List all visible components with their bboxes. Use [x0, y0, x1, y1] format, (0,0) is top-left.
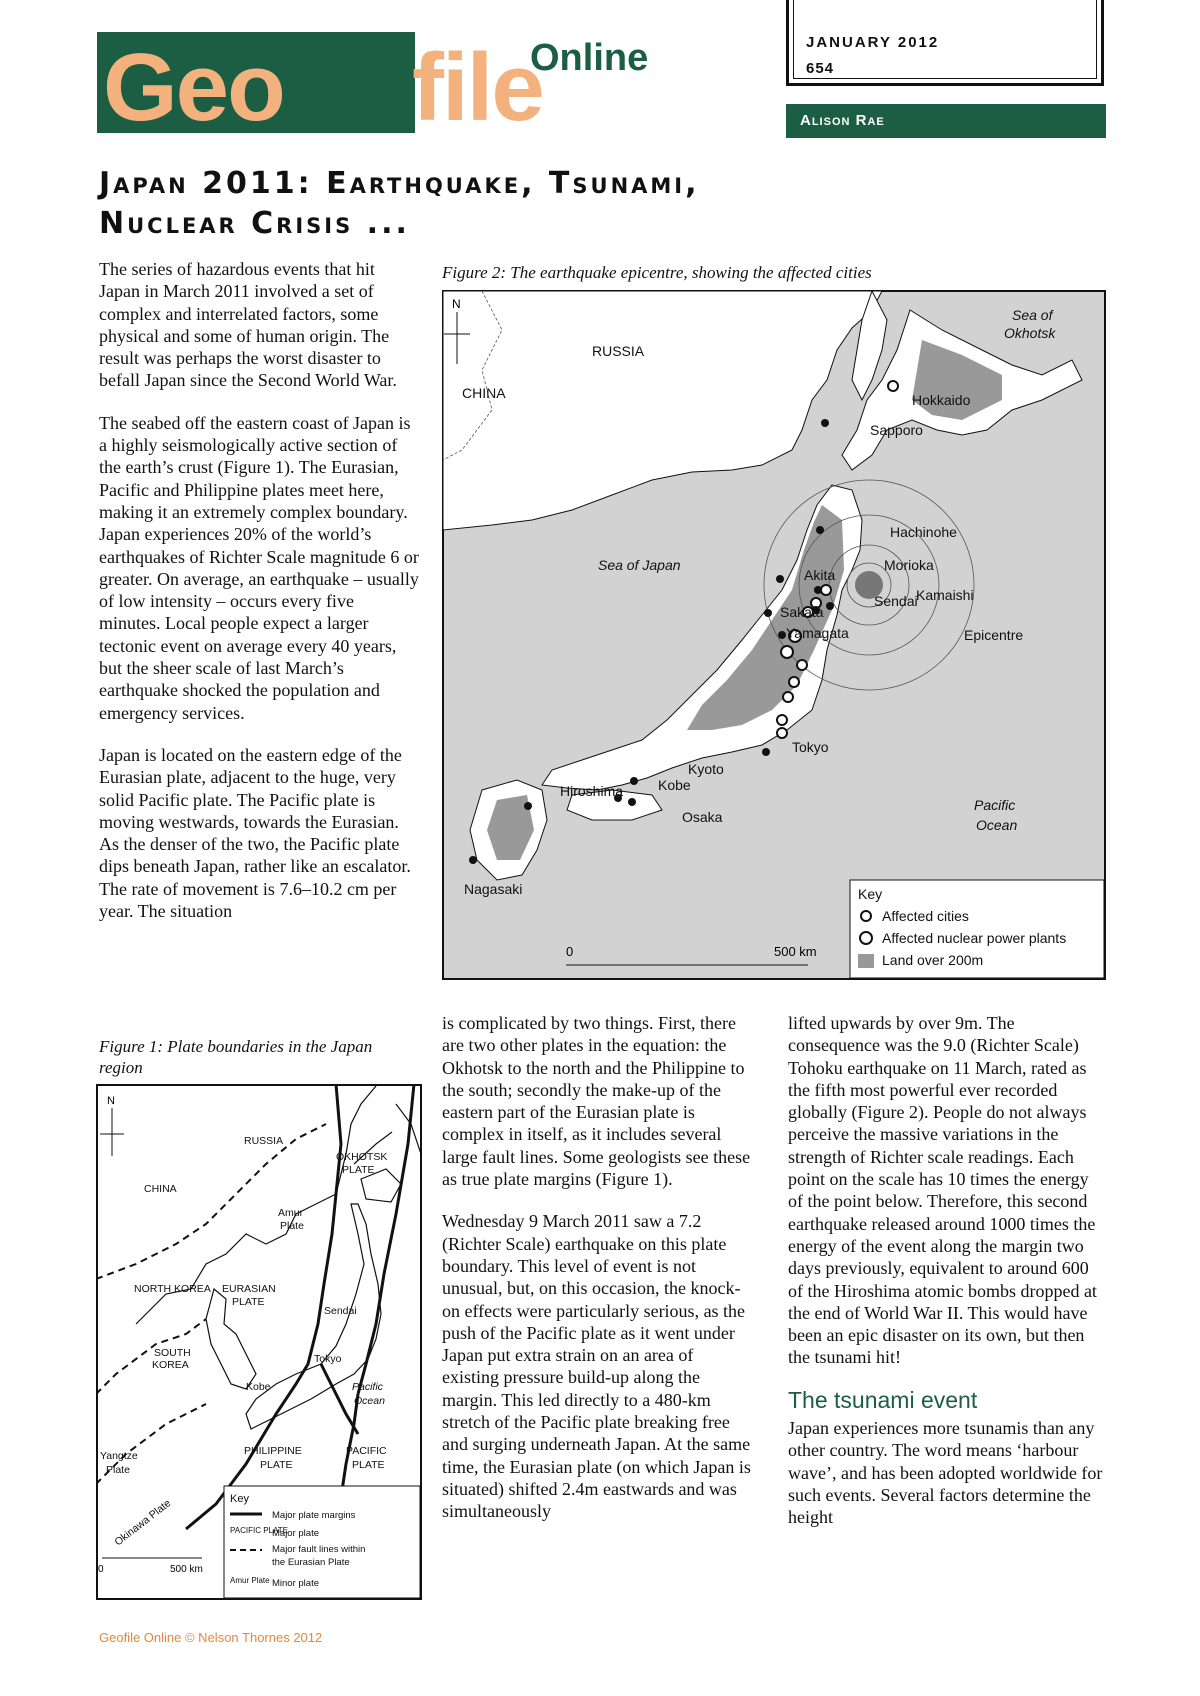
city-dot-osaka	[628, 798, 636, 806]
issue-date: JANUARY 2012	[806, 34, 940, 51]
label-kobe: Kobe	[658, 777, 691, 793]
label-ocean: Ocean	[976, 817, 1018, 833]
figure-1-map	[96, 1084, 422, 1600]
label-hiroshima: Hiroshima	[560, 783, 624, 799]
city-marker-hokkaido	[888, 381, 898, 391]
city-dot-yamagata	[778, 631, 786, 639]
label-nagasaki: Nagasaki	[464, 881, 523, 897]
figure-2-caption: Figure 2: The earthquake epicentre, showing the affected cities	[442, 263, 872, 282]
label-philippine-plate: PLATE	[260, 1459, 293, 1471]
key-symbol-city	[861, 911, 871, 921]
city-dot-sapporo	[821, 419, 829, 427]
city-dot-hiroshima	[524, 802, 532, 810]
north-label: N	[107, 1095, 115, 1107]
label-eurasian: EURASIAN	[222, 1283, 276, 1295]
nuclear-plant-2	[781, 646, 793, 658]
city-dot-sakata	[764, 609, 772, 617]
label-korea: KOREA	[152, 1359, 189, 1371]
north-label: N	[452, 297, 461, 311]
scale-end: 500 km	[774, 944, 817, 959]
paragraph: The seabed off the eastern coast of Japan is a highly seismologically active section of the earth’s crust (Figure 1). The Eurasian, Pacific and Philippine plates meet here, making it an extremely complex boundary. Japan experiences 20% of the world’s earthquakes of Richter Scale magnitude 6 or greater. On average, an earthquake – usually of low intensity – occurs every five minutes. Local people expect a larger tectonic event on average every 40 years, but the sheer scale of last March’s earthquake shocked the population and emergency services.	[99, 412, 419, 723]
label-hachinohe: Hachinohe	[890, 524, 957, 540]
key-major-plate: Major plate	[272, 1528, 319, 1539]
label-epicentre: Epicentre	[964, 627, 1024, 643]
city-marker-8	[783, 692, 793, 702]
label-tokyo: Tokyo	[314, 1353, 342, 1365]
label-sea-of-japan: Sea of Japan	[598, 557, 681, 573]
label-north-korea: NORTH KOREA	[134, 1283, 211, 1295]
footer: Geofile Online © Nelson Thornes 2012	[99, 1630, 323, 1645]
key-amur-symbol: Amur Plate	[230, 1576, 270, 1585]
scale-start: 0	[566, 944, 574, 959]
city-marker-6	[777, 715, 787, 725]
key-symbol-nuclear	[860, 932, 872, 944]
label-ocean: Ocean	[354, 1395, 385, 1407]
label-amur-plate: Plate	[280, 1220, 304, 1232]
paragraph: lifted upwards by over 9m. The consequence was the 9.0 (Richter Scale) Tohoku earthquake on 11 March, rated as the fifth most powerful ever recorded globally (Figure 2). People do not always perceive the massive variations in the strength of Richter scale readings. Each point on the scale has 10 times the energy of the point below. Therefore, this second earthquake released around 1000 times the energy of the event along the margin two days previously, equivalent to around 600 of the Hiroshima atomic bombs dropped at the end of World War II. This would have been an epic disaster on its own, but then the tsunami hit!	[788, 1013, 1097, 1368]
label-russia: RUSSIA	[244, 1135, 284, 1147]
label-russia: RUSSIA	[592, 343, 645, 359]
label-philippine: PHILIPPINE	[244, 1445, 302, 1457]
paragraph: Japan is located on the eastern edge of the Eurasian plate, adjacent to the huge, very solid Pacific plate. The Pacific plate is moving westwards, towards the Eurasian. As the denser of the two, the Pacific plate dips beneath Japan, rather like an escalator. The rate of movement is 7.6–10.2 cm per year. The situation	[99, 744, 411, 922]
city-dot-tokyo	[762, 748, 770, 756]
label-kamaishi: Kamaishi	[916, 587, 974, 603]
label-osaka: Osaka	[682, 809, 723, 825]
title-line-1: Japan 2011: Earthquake, Tsunami,	[99, 166, 700, 201]
key-pacific-symbol: PACIFIC PLATE	[230, 1526, 288, 1535]
city-dot-kamaishi	[826, 602, 834, 610]
key-title: Key	[230, 1493, 249, 1505]
label-sendai: Sendai	[324, 1305, 357, 1317]
column-1	[99, 258, 419, 942]
label-south: SOUTH	[154, 1347, 191, 1359]
label-okinawa: Okinawa Plate	[112, 1497, 174, 1549]
label-pacific-plate-2: PLATE	[352, 1459, 385, 1471]
label-yamagata: Yamagata	[786, 625, 849, 641]
label-yangtze-plate: Plate	[106, 1464, 130, 1476]
label-pacific: Pacific	[352, 1381, 383, 1393]
label-eurasian-plate: PLATE	[232, 1296, 265, 1308]
city-dot-akita	[776, 575, 784, 583]
author-bar: Alison Rae	[786, 104, 1106, 138]
logo-online-text: Online	[530, 37, 649, 79]
label-amur: Amur	[278, 1207, 304, 1219]
city-dot-nagasaki	[469, 856, 477, 864]
label-sakata: Sakata	[780, 604, 824, 620]
paragraph: The series of hazardous events that hit Japan in March 2011 involved a set of complex and interrelated factors, some physical and some of human origin. The result was perhaps the worst disaster to befall Japan since the Second World War.	[99, 259, 397, 391]
key-fault-b: the Eurasian Plate	[272, 1557, 350, 1568]
label-sapporo: Sapporo	[870, 422, 923, 438]
title-line-2: Nuclear Crisis ...	[99, 206, 410, 241]
paragraph: is complicated by two things. First, there are two other plates in the equation: the Okhotsk to the north and the Philippine to the south; secondly the make-up of the eastern part of the Eurasian plate is complex in itself, as it includes several large fault lines. Some geologists see these as true plate margins (Figure 1).	[442, 1013, 751, 1190]
label-morioka: Morioka	[884, 557, 934, 573]
label-sea-okhotsk-2: Okhotsk	[1004, 325, 1056, 341]
scale-start: 0	[98, 1564, 104, 1575]
city-marker-5	[789, 677, 799, 687]
issue-number: 654	[806, 60, 835, 77]
label-hokkaido: Hokkaido	[912, 392, 971, 408]
paragraph: Japan experiences more tsunamis than any other country. The word means ‘harbour wave’, and has been adopted worldwide for such events. Several factors determine the height	[788, 1418, 1103, 1528]
key-affected-cities: Affected cities	[882, 908, 969, 924]
city-marker-1	[821, 585, 831, 595]
city-dot-kyoto	[630, 777, 638, 785]
key-minor-plate: Minor plate	[272, 1578, 319, 1589]
label-pacific: Pacific	[974, 797, 1016, 813]
label-okhotsk-plate: PLATE	[342, 1164, 375, 1176]
city-dot-hachinohe	[816, 526, 824, 534]
paragraph: Wednesday 9 March 2011 saw a 7.2 (Richter Scale) earthquake on this plate boundary. This level of event is not unusual, but, on this occasion, the knock-on effects were particularly serious, as the push of the Pacific plate as it went under Japan put extra strain on an area of existing pressure build-up along the margin. This led directly to a 480-km stretch of the Pacific plate breaking free and surging underneath Japan. At the same time, the Eurasian plate (on which Japan is situated) shifted 2.4m eastwards and was simultaneously	[442, 1211, 751, 1522]
column-3	[788, 1012, 1106, 1549]
label-sea-okhotsk-1: Sea of	[1012, 307, 1053, 323]
key-nuclear: Affected nuclear power plants	[882, 930, 1067, 946]
label-kobe: Kobe	[246, 1381, 271, 1393]
column-2	[442, 1012, 752, 1543]
label-yangtze: Yangtze	[100, 1450, 138, 1462]
label-china: CHINA	[144, 1183, 177, 1195]
label-china: CHINA	[462, 385, 506, 401]
figure-2-map	[442, 290, 1106, 980]
logo-file-text: file	[412, 34, 543, 141]
city-marker-4	[797, 660, 807, 670]
page-title	[99, 164, 1099, 244]
key-fault-a: Major fault lines within	[272, 1544, 366, 1555]
label-sendai: Sendai	[874, 593, 918, 609]
city-dot-morioka	[814, 586, 822, 594]
label-tokyo: Tokyo	[792, 739, 829, 755]
logo-geo-text: Geo	[103, 34, 284, 141]
city-marker-7	[777, 728, 787, 738]
label-kyoto: Kyoto	[688, 761, 724, 777]
label-pacific-plate: PACIFIC	[346, 1445, 387, 1457]
label-akita: Akita	[804, 567, 836, 583]
key-title: Key	[858, 886, 883, 902]
figure-1-caption: Figure 1: Plate boundaries in the Japan region	[99, 1037, 373, 1077]
key-land: Land over 200m	[882, 952, 984, 968]
scale-end: 500 km	[170, 1564, 203, 1575]
key-major-margins: Major plate margins	[272, 1510, 356, 1521]
tsunami-heading: The tsunami event	[788, 1386, 978, 1413]
key-symbol-land	[858, 954, 874, 968]
label-okhotsk: OKHOTSK	[336, 1151, 388, 1163]
